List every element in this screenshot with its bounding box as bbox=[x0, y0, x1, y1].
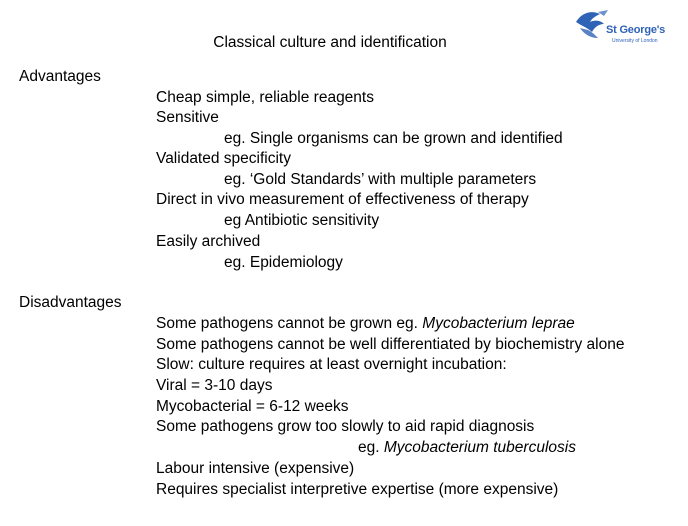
disadvantage-item: Mycobacterial = 6-12 weeks bbox=[156, 398, 349, 415]
advantage-item: Sensitive bbox=[156, 109, 219, 126]
advantage-item: Validated specificity bbox=[156, 150, 291, 167]
disadvantage-item: Slow: culture requires at least overnight incubation: bbox=[156, 356, 507, 373]
advantage-item: Cheap simple, reliable reagents bbox=[156, 89, 374, 106]
advantage-example: eg. Single organisms can be grown and identified bbox=[224, 130, 563, 147]
disadvantage-item: Viral = 3-10 days bbox=[156, 377, 273, 394]
disadvantage-item: Requires specialist interpretive expertise (more expensive) bbox=[156, 481, 559, 498]
disadvantage-item: Some pathogens cannot be well differentiated by biochemistry alone bbox=[156, 336, 625, 353]
advantage-example: eg. ‘Gold Standards’ with multiple parameters bbox=[224, 171, 537, 188]
organism-name: Mycobacterium tuberculosis bbox=[383, 439, 576, 456]
advantage-item: Direct in vivo measurement of effectiveness of therapy bbox=[156, 191, 529, 208]
organism-name: Mycobacterium leprae bbox=[422, 315, 575, 332]
example-prefix: eg. bbox=[358, 439, 384, 456]
disadvantage-item bbox=[156, 314, 575, 333]
advantage-example: eg. Epidemiology bbox=[224, 254, 343, 271]
disadvantage-text: Some pathogens cannot be grown eg. bbox=[156, 315, 423, 332]
disadvantage-item: Labour intensive (expensive) bbox=[156, 460, 355, 477]
logo-name: St George's bbox=[606, 24, 666, 36]
slide-title: Classical culture and identification bbox=[213, 34, 447, 51]
advantage-item: Easily archived bbox=[156, 233, 261, 250]
advantage-example: eg Antibiotic sensitivity bbox=[224, 212, 380, 229]
logo-subtitle: University of London bbox=[612, 38, 658, 44]
disadvantage-item: Some pathogens grow too slowly to aid rapid diagnosis bbox=[156, 418, 535, 435]
advantages-heading: Advantages bbox=[19, 68, 101, 85]
disadvantages-heading: Disadvantages bbox=[19, 294, 122, 311]
disadvantage-example bbox=[358, 438, 576, 457]
